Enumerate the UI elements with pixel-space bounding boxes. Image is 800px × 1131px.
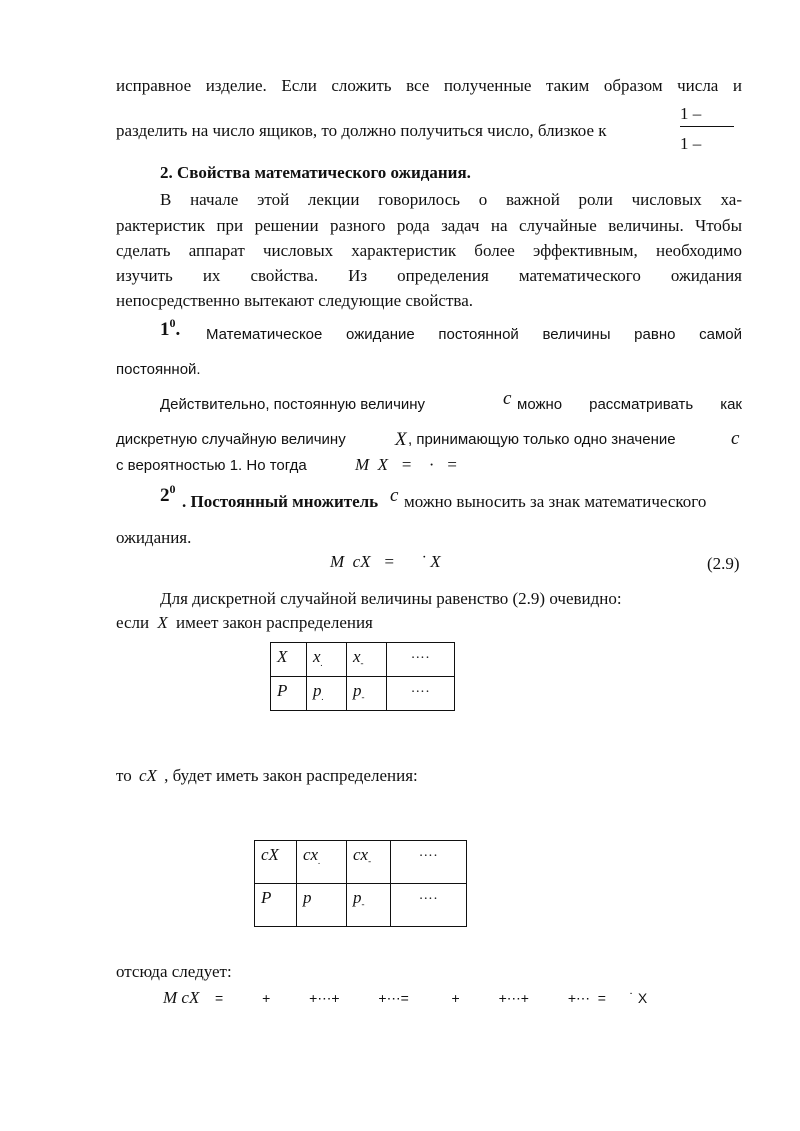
cell-value: p	[353, 681, 362, 700]
table-cell: $x_.$	[307, 643, 347, 677]
table-cell: $cx_-$	[347, 841, 391, 884]
text-line: , принимающую только одно значение	[408, 431, 676, 448]
table-cell: cX	[255, 841, 297, 884]
text-line: сделать аппарат числовых характеристик более эффективным, необходимо	[116, 241, 742, 260]
table-cell: P	[271, 677, 307, 711]
text-line: можно рассматривать как	[517, 396, 742, 413]
math-x: X	[157, 613, 168, 632]
text-line: можно выносить за знак математического	[404, 492, 707, 511]
property-1-number	[160, 316, 180, 341]
equation-number: (2.9)	[707, 554, 740, 573]
distribution-table-cx	[254, 840, 467, 927]
table-row	[255, 841, 467, 884]
text-fragment: имеет закон распределения	[176, 613, 373, 632]
cell-value: cx	[353, 845, 369, 864]
property-dot: .	[175, 319, 181, 340]
property-2-number	[160, 482, 176, 507]
math-c: c	[731, 428, 740, 449]
math-formula: M X = · =	[355, 455, 458, 474]
text-line: дискретную случайную величину	[116, 431, 346, 448]
math-c: c	[503, 388, 512, 409]
math-c: c	[390, 485, 399, 506]
property-label: . Постоянный множитель	[182, 492, 379, 511]
text-line: В начале этой лекции говорилось о важной роли числовых ха-	[160, 190, 742, 209]
equation-2-9: M cX = ˙ X	[330, 552, 441, 571]
table-cell: $cx_.$	[297, 841, 347, 884]
section-heading: 2. Свойства математического ожидания.	[160, 163, 471, 182]
math-cx: cX	[138, 766, 157, 785]
table-cell: $x_-$	[347, 643, 387, 677]
text-line: отсюда следует:	[116, 962, 232, 981]
text-line: рактеристик при решении разного рода задач на случайные величины. Чтобы	[116, 216, 742, 235]
table-cell	[297, 884, 347, 927]
text-fragment: то	[116, 766, 132, 785]
property-1-text: Математическое ожидание постоянной величины равно самой	[206, 326, 742, 343]
property-superscript: 0	[169, 482, 176, 496]
table-row	[255, 884, 467, 927]
table-cell: ….	[387, 677, 455, 711]
cell-value: x	[353, 647, 361, 666]
cell-value: p	[303, 888, 312, 907]
table-cell: $p_-$	[347, 677, 387, 711]
cell-value: p	[313, 681, 322, 700]
property-superscript: 0	[169, 316, 176, 330]
text-line	[116, 613, 373, 633]
table-cell: ….	[387, 643, 455, 677]
cell-value: p	[353, 888, 362, 907]
text-fragment: , будет иметь закон распределения:	[164, 766, 418, 785]
text-line: Действительно, постоянную величину	[160, 396, 426, 413]
fraction	[680, 104, 736, 154]
distribution-table-x	[270, 642, 455, 711]
property-number: 1	[160, 319, 170, 340]
fraction-denominator: 1 –	[680, 134, 702, 153]
table-cell: ….	[391, 884, 467, 927]
table-row	[271, 643, 455, 677]
fraction-numerator: 1 –	[680, 104, 702, 123]
final-lhs: M cX	[163, 988, 200, 1007]
text-line: разделить на число ящиков, то должно получиться число, близкое к	[116, 121, 607, 140]
text-line: исправное изделие. Если сложить все полученные таким образом числа и	[116, 76, 742, 95]
table-cell: $p_.$	[307, 677, 347, 711]
text-line: изучить их свойства. Из определения математического ожидания	[116, 266, 742, 285]
text-line: непосредственно вытекают следующие свойства.	[116, 291, 474, 310]
table-cell: X	[271, 643, 307, 677]
text-line	[116, 766, 418, 786]
table-row	[271, 677, 455, 711]
cell-value: x	[313, 647, 321, 666]
cell-value: cx	[303, 845, 319, 864]
property-2-text	[182, 492, 378, 512]
text-line: ожидания.	[116, 528, 192, 547]
table-cell: ….	[391, 841, 467, 884]
text-line: Для дискретной случайной величины равенство (2.9) очевидно:	[160, 589, 622, 608]
final-rhs: = + +⋯+ +⋯= + +⋯+ +⋯ = ˙ X	[215, 990, 648, 1006]
property-1-cont: постоянной.	[116, 361, 201, 378]
math-x: X	[395, 429, 407, 450]
text-line: с вероятностью 1. Но тогда	[116, 457, 307, 474]
table-cell: P	[255, 884, 297, 927]
property-number: 2	[160, 485, 170, 506]
fraction-bar	[680, 126, 734, 127]
table-cell: $p_-$	[347, 884, 391, 927]
text-fragment: если	[116, 613, 150, 632]
